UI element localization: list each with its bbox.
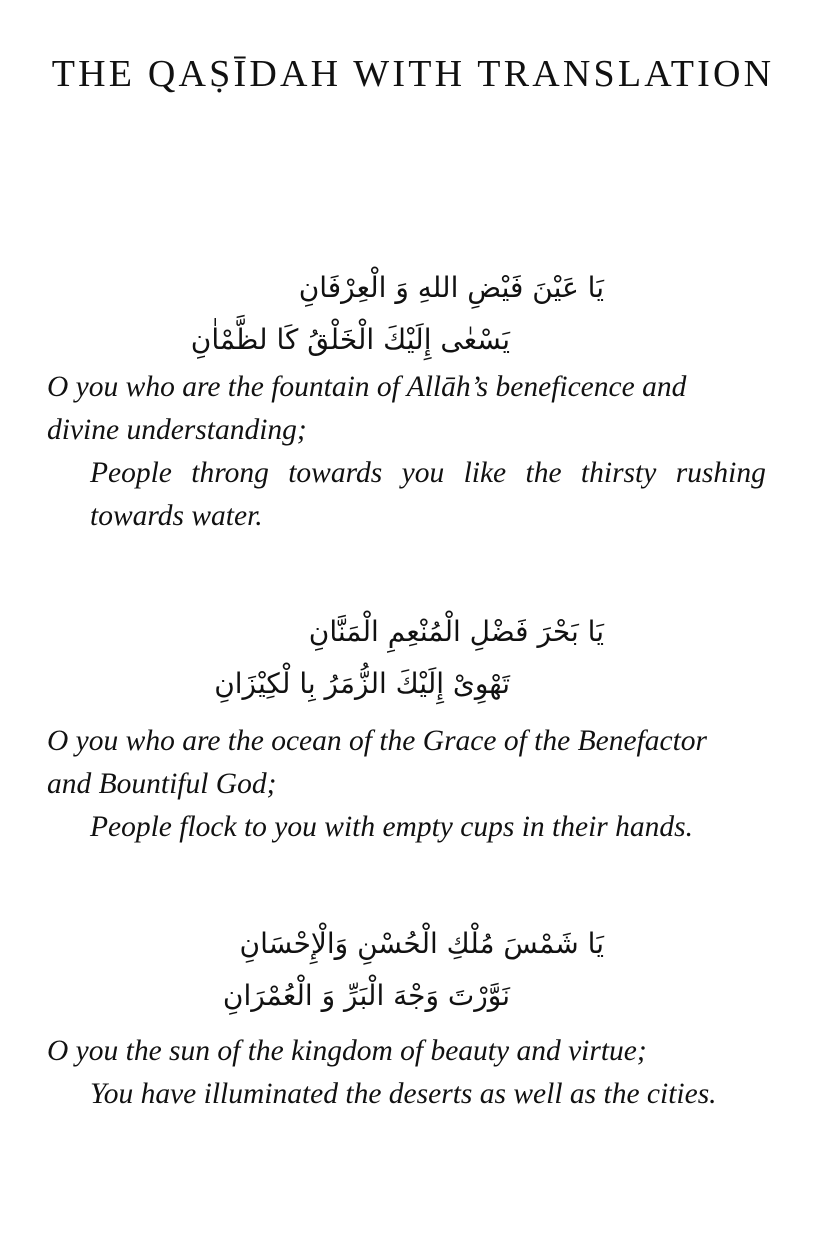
arabic-verse-line: يَسْعٰى إِلَيْكَ الْخَلْقُ كَا لظَّمْاٰنِ (190, 323, 510, 356)
translation-line: O you the sun of the kingdom of beauty and virtue; (47, 1035, 647, 1067)
translation-line: People throng towards you like the thirsty rushing (90, 457, 766, 489)
arabic-verse-line: تَهْوِىْ إِلَيْكَ الزُّمَرُ بِا لْكِيْزَانِ (214, 667, 510, 700)
translation-line: and Bountiful God; (47, 768, 277, 800)
page-title: THE QAṢĪDAH WITH TRANSLATION (51, 53, 775, 95)
arabic-verse-line: يَا عَيْنَ فَيْضِ اللهِ وَ الْعِرْفَانِ (298, 271, 604, 304)
translation-line: You have illuminated the deserts as well as the cities. (90, 1078, 717, 1110)
arabic-verse-line: نَوَّرْتَ وَجْهَ الْبَرِّ وَ الْعُمْرَانِ (222, 979, 510, 1012)
translation-line: towards water. (90, 500, 263, 532)
english-translation (47, 366, 769, 538)
english-translation (47, 1030, 769, 1116)
translation-line: O you who are the ocean of the Grace of the Benefactor (47, 725, 708, 757)
translation-line: People flock to you with empty cups in their hands. (90, 811, 693, 843)
english-translation (47, 720, 769, 849)
arabic-verse (200, 918, 610, 1022)
arabic-verse (190, 262, 610, 366)
arabic-verse (200, 606, 610, 710)
translation-line: divine understanding; (47, 414, 307, 446)
arabic-verse-line: يَا بَحْرَ فَضْلِ الْمُنْعِمِ الْمَنَّانِ (308, 615, 604, 648)
arabic-verse-line: يَا شَمْسَ مُلْكِ الْحُسْنِ وَالْإِحْسَانِ (239, 927, 604, 960)
translation-line: O you who are the fountain of Allāh’s beneficence and (47, 371, 687, 403)
